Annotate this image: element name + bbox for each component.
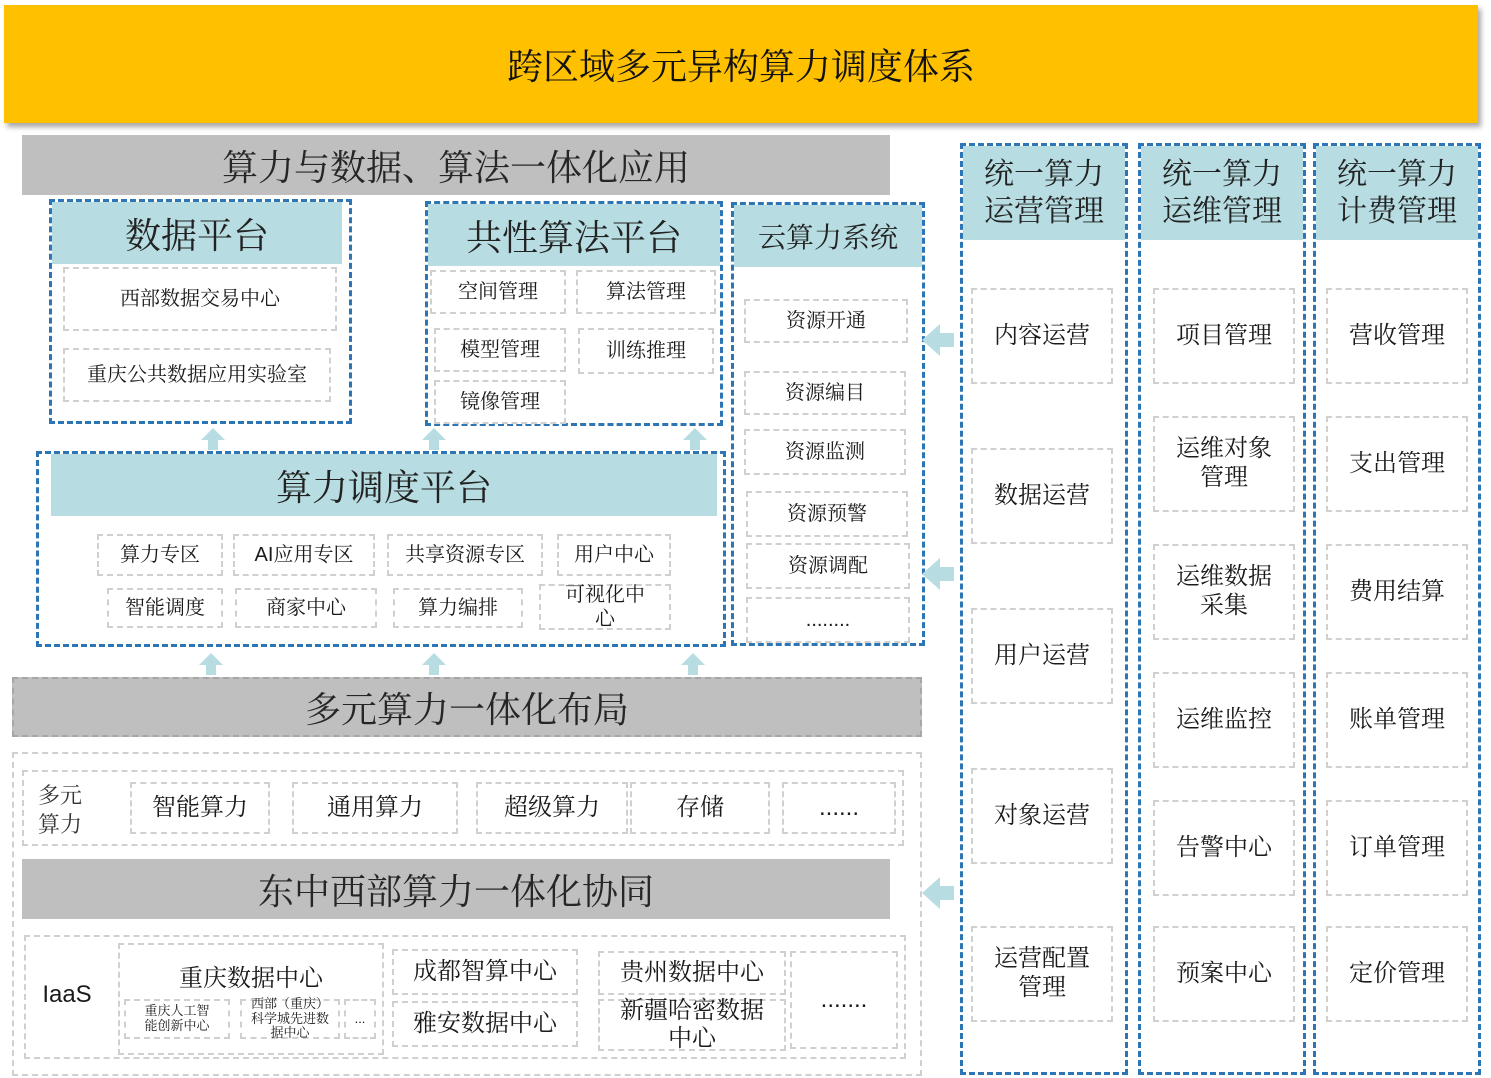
scheduler-frame	[36, 451, 726, 647]
ops-item: 对象运营	[971, 768, 1113, 864]
compute-type: 智能算力	[130, 782, 270, 834]
billing-mgmt-title: 统一算力计费管理	[1316, 146, 1478, 240]
algo-item-algorithm: 算法管理	[576, 270, 716, 314]
cloud-system-frame	[731, 202, 925, 646]
cloud-item: 资源编目	[744, 371, 906, 415]
billing-mgmt-column	[1313, 143, 1481, 1075]
scheduler-item: 算力专区	[97, 534, 223, 576]
maint-item: 告警中心	[1153, 800, 1295, 896]
maint-item: 运维监控	[1153, 672, 1295, 768]
cloud-item: 资源预警	[746, 491, 908, 537]
multi-compute-row	[22, 770, 904, 846]
data-platform-item: 重庆公共数据应用实验室	[63, 348, 331, 402]
up-arrow-icon	[422, 653, 446, 675]
ops-item: 内容运营	[971, 288, 1113, 384]
algo-platform-frame	[425, 201, 723, 426]
up-arrow-icon	[199, 653, 223, 675]
algo-item-model: 模型管理	[434, 328, 566, 372]
chengdu-dc: 成都智算中心	[392, 949, 578, 995]
multi-compute-label: 多元算力	[38, 783, 83, 837]
billing-item: 营收管理	[1326, 288, 1468, 384]
main-title: 跨区域多元异构算力调度体系	[4, 5, 1478, 123]
scheduler-item: 用户中心	[557, 534, 671, 576]
scheduler-item: 共享资源专区	[387, 534, 543, 576]
ops-mgmt-column	[960, 143, 1128, 1075]
scheduler-title: 算力调度平台	[51, 454, 717, 516]
algo-item-training: 训练推理	[578, 328, 714, 374]
algo-item-image: 镜像管理	[434, 380, 566, 424]
ops-item: 数据运营	[971, 448, 1113, 544]
maint-item: 运维数据采集	[1153, 544, 1295, 640]
app-layer-bar: 算力与数据、算法一体化应用	[22, 135, 890, 195]
cloud-item: 资源监测	[744, 429, 906, 475]
maint-item: 运维对象管理	[1153, 416, 1295, 512]
up-arrow-icon	[201, 428, 225, 450]
maint-item: 预案中心	[1153, 926, 1295, 1022]
iaas-row	[24, 935, 906, 1059]
yaan-dc: 雅安数据中心	[392, 1001, 578, 1047]
billing-item: 账单管理	[1326, 672, 1468, 768]
compute-type: 通用算力	[292, 782, 458, 834]
up-arrow-icon	[681, 653, 705, 675]
billing-item: 订单管理	[1326, 800, 1468, 896]
ops-mgmt-title: 统一算力运营管理	[963, 146, 1125, 240]
scheduler-item: 智能调度	[107, 588, 223, 628]
data-platform-frame	[49, 199, 352, 424]
compute-type: 超级算力	[476, 782, 628, 834]
left-arrow-icon	[922, 558, 954, 590]
up-arrow-icon	[683, 428, 707, 450]
chongqing-sub: ...	[344, 999, 376, 1039]
iaas-label: IaaS	[42, 981, 92, 1008]
maint-item: 项目管理	[1153, 288, 1295, 384]
left-arrow-icon	[922, 877, 954, 909]
chongqing-sub: 西部（重庆）科学城先进数据中心	[240, 999, 340, 1039]
scheduler-item: 可视化中心	[539, 584, 671, 630]
algo-item-space: 空间管理	[430, 270, 566, 314]
billing-item: 支出管理	[1326, 416, 1468, 512]
algo-platform-title: 共性算法平台	[428, 204, 720, 266]
more-dc: .......	[790, 951, 898, 1049]
scheduler-item: AI应用专区	[233, 534, 375, 576]
chongqing-sub: 重庆人工智能创新中心	[124, 999, 230, 1039]
chongqing-dc	[118, 943, 384, 1055]
xinjiang-dc: 新疆哈密数据中心	[598, 999, 786, 1051]
billing-item: 定价管理	[1326, 926, 1468, 1022]
cloud-system-title: 云算力系统	[734, 205, 922, 267]
data-platform-title: 数据平台	[52, 202, 342, 264]
cloud-item: ........	[746, 597, 910, 643]
guizhou-dc: 贵州数据中心	[598, 951, 786, 995]
ops-item: 用户运营	[971, 608, 1113, 704]
maint-mgmt-column	[1138, 143, 1306, 1075]
compute-type: ......	[782, 782, 896, 834]
layout-layer-bar: 多元算力一体化布局	[12, 677, 922, 737]
up-arrow-icon	[422, 428, 446, 450]
billing-item: 费用结算	[1326, 544, 1468, 640]
left-arrow-icon	[922, 324, 954, 356]
chongqing-dc-title: 重庆数据中心	[179, 964, 323, 992]
ops-item: 运营配置管理	[971, 926, 1113, 1022]
data-platform-item: 西部数据交易中心	[63, 267, 337, 331]
cloud-item: 资源调配	[746, 543, 910, 589]
scheduler-item: 商家中心	[235, 588, 377, 628]
scheduler-item: 算力编排	[393, 588, 523, 628]
cloud-item: 资源开通	[744, 299, 908, 343]
compute-type: 存储	[630, 782, 770, 834]
maint-mgmt-title: 统一算力运维管理	[1141, 146, 1303, 240]
collab-layer-bar: 东中西部算力一体化协同	[22, 859, 890, 919]
